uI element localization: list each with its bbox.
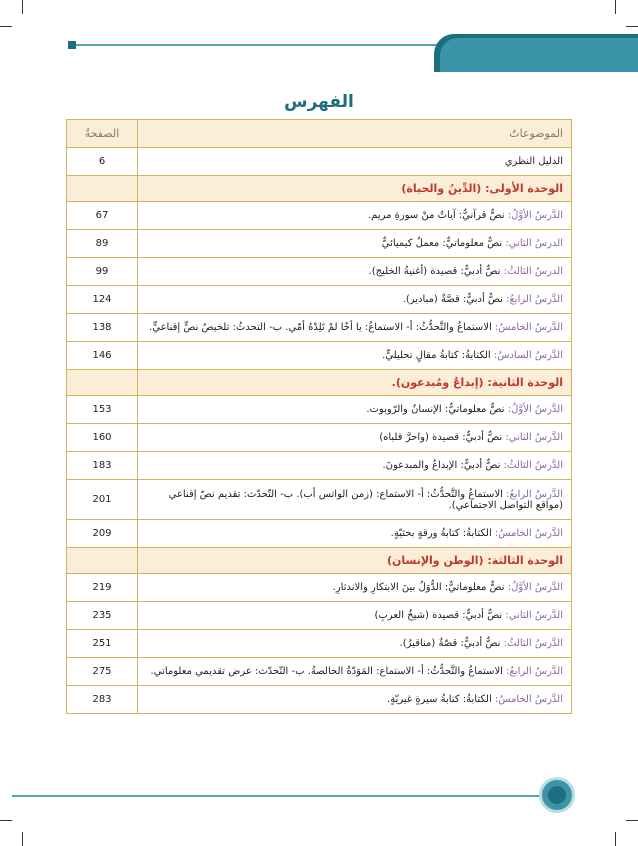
topic-text: نصٌّ أدبيٌّ: قصيدة (أغنيةُ الخليج).: [368, 266, 504, 277]
header-square: [68, 41, 76, 49]
header-tab-highlight: [440, 38, 638, 72]
unit-page-cell: [67, 370, 138, 396]
topic-text: الكتابةُ: كتابةُ ورقةٍ بحثيّةٍ.: [390, 528, 495, 539]
topic-text: نصٌّ أدبيٌّ: قصيدة (واحرَّ قلباه): [379, 432, 506, 443]
crop-mark: [0, 820, 12, 821]
crop-mark: [22, 832, 23, 846]
topic-text: الكتابةُ: كتابةُ مقالٍ تحليليٍّ.: [382, 350, 494, 361]
page-number: 153: [67, 396, 138, 424]
crop-mark: [615, 0, 616, 14]
page-number: 251: [67, 630, 138, 658]
lesson-label: الدَّرسُ الثاني:: [505, 610, 563, 621]
page-number: 283: [67, 686, 138, 714]
unit-page-cell: [67, 548, 138, 574]
topic-cell: [138, 480, 572, 520]
page-number: 124: [67, 286, 138, 314]
unit-title: الوحدة الثالثة: (الوطن والإنسان): [138, 548, 572, 574]
lesson-label: الدَّرسُ الثالثُ:: [503, 460, 563, 471]
table-row: [67, 424, 572, 452]
topic-text: نصٌّ معلوماتيٌّ: معملٌ كيميائيٌّ: [381, 238, 506, 249]
unit-row: [67, 548, 572, 574]
table-row: [67, 286, 572, 314]
crop-mark: [0, 26, 12, 27]
page-number: 89: [67, 230, 138, 258]
table-row: [67, 396, 572, 424]
topic-cell: [138, 202, 572, 230]
lesson-label: الدَّرسُ الرابعُ:: [506, 294, 563, 305]
topic-cell: [138, 286, 572, 314]
unit-page-cell: [67, 176, 138, 202]
lesson-label: الدَّرسُ الثاني:: [505, 432, 563, 443]
lesson-label: الدرسُ الثاني:: [505, 238, 563, 249]
topic-text: نصٌّ أدبيٌّ: الإبداعُ والمبدعونَ.: [382, 460, 504, 471]
crop-mark: [615, 832, 616, 846]
table-row: [67, 686, 572, 714]
unit-title: الوحدة الأولى: (الدِّينُ والحياة): [138, 176, 572, 202]
table-row: [67, 602, 572, 630]
page-number: 275: [67, 658, 138, 686]
unit-row: [67, 176, 572, 202]
lesson-label: الدَّرسُ الأوَّلُ:: [507, 404, 563, 415]
topic-cell: [138, 258, 572, 286]
topic-cell: [138, 148, 572, 176]
page-number: 201: [67, 480, 138, 520]
crop-mark: [626, 820, 638, 821]
table-row: [67, 658, 572, 686]
topic-cell: [138, 574, 572, 602]
contents-table: [66, 119, 572, 714]
page-title: الفهرس: [284, 92, 354, 112]
table-row: [67, 314, 572, 342]
page-number: 235: [67, 602, 138, 630]
topic-text: نصٌّ أدبيٌّ: قصّةٌ (مناقيرُ).: [399, 638, 504, 649]
page-number: 67: [67, 202, 138, 230]
page-number: 99: [67, 258, 138, 286]
page-number: 160: [67, 424, 138, 452]
page-header: الصفحةُ: [67, 120, 138, 148]
topic-cell: [138, 686, 572, 714]
topic-cell: [138, 602, 572, 630]
page-number: 146: [67, 342, 138, 370]
table-row: [67, 630, 572, 658]
topic-cell: [138, 630, 572, 658]
topic-text: نصٌّ معلوماتيٌّ: الدُّوَلُ بينَ الابتكارِ والاندثارِ.: [332, 582, 508, 593]
table-row: [67, 520, 572, 548]
footer-circle-inner: [548, 786, 566, 804]
topic-cell: [138, 230, 572, 258]
lesson-label: الدَّرسُ الخامسُ:: [494, 322, 563, 333]
unit-row: [67, 370, 572, 396]
page-number: 219: [67, 574, 138, 602]
topic-text: نصٌّ أدبيٌّ: قصَّةٌ (مبادير).: [402, 294, 507, 305]
topic-cell: [138, 452, 572, 480]
topic-text: الكتابةُ: كتابةُ سيرةٍ غيريّةٍ.: [387, 694, 495, 705]
table-row: [67, 148, 572, 176]
lesson-label: الدَّرسُ الخامسُ:: [494, 694, 563, 705]
lesson-label: الدَّرسُ السادسُ:: [493, 350, 563, 361]
table-row: [67, 452, 572, 480]
topic-cell: [138, 342, 572, 370]
lesson-label: الدَّرسُ الرابعُ:: [506, 488, 563, 500]
lesson-label: الدَّرسُ الرابعُ:: [506, 666, 563, 677]
topic-cell: [138, 658, 572, 686]
contents-body: [67, 148, 572, 714]
topic-text: نصٌّ معلوماتيٌّ: الإنسانُ والرّوبوت.: [366, 404, 508, 415]
topic-text: الاستماعُ والتَّحدُّثُ: أ- الاستماع: المَوَدّةُ الخالصةُ. ب- التّحدّث: عرض تقديمي معلوماتي.: [150, 666, 507, 677]
topic-text: الدليل النظري: [504, 156, 563, 167]
footer-line: [12, 795, 542, 797]
topic-cell: [138, 314, 572, 342]
topic-text: الاستماعُ والتَّحدُّثُ: أ- الاستماع: (زمن الواتس أب). ب- التّحدّث: تقديم نصّ إقناعي (مواقع التواصل الاجتماعي).: [168, 488, 563, 511]
lesson-label: الدَّرسُ الخامسُ:: [494, 528, 563, 539]
table-row: [67, 258, 572, 286]
table-row: [67, 202, 572, 230]
topic-text: نصٌّ أدبيٌّ: قصيدة (شيخُ العربِ): [374, 610, 506, 621]
page-number: 138: [67, 314, 138, 342]
table-row: [67, 480, 572, 520]
topic-text: نصٌّ قرآنيٌّ: آياتٌ منْ سورةِ مريم.: [368, 210, 508, 221]
topics-header: الموضوعاتُ: [138, 120, 572, 148]
topic-cell: [138, 396, 572, 424]
page-number: 6: [67, 148, 138, 176]
lesson-label: الدَّرسُ الأوَّلُ:: [507, 582, 563, 593]
lesson-label: الدَّرسُ الأوَّلُ:: [507, 210, 563, 221]
table-row: [67, 342, 572, 370]
lesson-label: الدَّرسُ الثالثُ:: [503, 638, 563, 649]
page-number: 209: [67, 520, 138, 548]
header-decoration: [0, 34, 638, 72]
table-row: [67, 230, 572, 258]
topic-text: الاستماعُ والتَّحدُّثُ: أ- الاستماعُ: يا أخًا لمْ تَلِدْهُ أمّي. ب- التحدثُ: تلخيصُ نصٍّ إقناعيٍّ.: [149, 322, 495, 333]
unit-title: الوحدة الثانية: (إبداعٌ ومُبدعون).: [138, 370, 572, 396]
table-row: [67, 574, 572, 602]
topic-cell: [138, 424, 572, 452]
lesson-label: الدرسُ الثالثُ:: [503, 266, 563, 277]
topic-cell: [138, 520, 572, 548]
crop-mark: [22, 0, 23, 14]
table-header-row: [67, 120, 572, 148]
page-number: 183: [67, 452, 138, 480]
crop-mark: [626, 26, 638, 27]
